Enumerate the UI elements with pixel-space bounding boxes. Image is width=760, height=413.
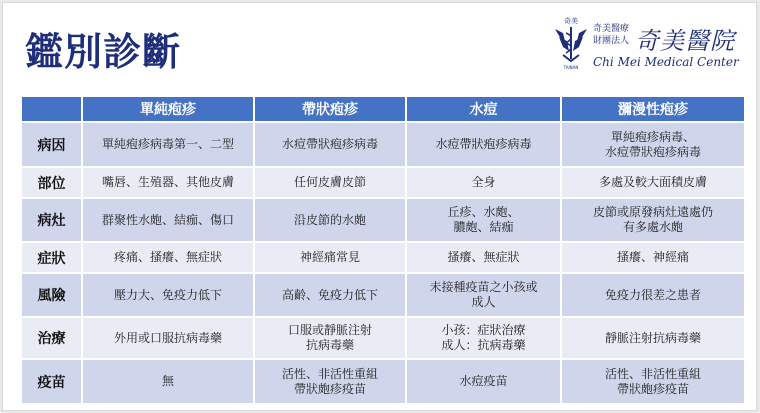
- table-row-vaccine: [22, 359, 745, 404]
- chi-mei-emblem-icon: [551, 15, 591, 73]
- table-cell: 活性、非活性重組 帶狀皰疹疫苗: [561, 359, 745, 404]
- header-zoster: 帶狀疱疹: [254, 97, 406, 122]
- table-cell: 活性、非活性重組 帶狀皰疹疫苗: [254, 359, 406, 404]
- table-cell: 無: [82, 359, 254, 404]
- table-cell: 單純疱疹病毒第一、二型: [82, 122, 254, 167]
- row-label: 病灶: [22, 198, 82, 242]
- table-cell: 全身: [406, 167, 561, 198]
- table-cell: 嘴唇、生殖器、其他皮膚: [82, 167, 254, 198]
- logo-chinese-name: 奇美醫院: [635, 27, 735, 55]
- emblem-subtext: TAINAN: [563, 65, 579, 70]
- table-row-risk: [22, 273, 745, 317]
- table-cell: 口服或靜脈注射 抗病毒藥: [254, 317, 406, 359]
- table-cell: 水痘疫苗: [406, 359, 561, 404]
- table-cell: 神經痛常見: [254, 242, 406, 273]
- row-label: 風險: [22, 273, 82, 317]
- table-cell: 靜脈注射抗病毒藥: [561, 317, 745, 359]
- table-cell: 多處及較大面積皮膚: [561, 167, 745, 198]
- row-label: 疫苗: [22, 359, 82, 404]
- table-cell: 小孩：症狀治療 成人：抗病毒藥: [406, 317, 561, 359]
- page-title: 鑑別診斷: [25, 30, 182, 74]
- header-varicella: 水痘: [406, 97, 561, 122]
- row-label: 治療: [22, 317, 82, 359]
- table-cell: 高齡、免疫力低下: [254, 273, 406, 317]
- table-cell: 水痘帶狀疱疹病毒: [406, 122, 561, 167]
- table-cell: 皮節或原發病灶遠處仍 有多處水皰: [561, 198, 745, 242]
- row-label: 部位: [22, 167, 82, 198]
- table-row-symptom: [22, 242, 745, 273]
- header-disseminated: 瀰漫性疱疹: [561, 97, 745, 122]
- logo-small-text: [593, 23, 633, 47]
- table-cell: 疼痛、搔癢、無症狀: [82, 242, 254, 273]
- table-cell: 群聚性水皰、結痂、傷口: [82, 198, 254, 242]
- table-cell: 丘疹、水皰、 膿皰、結痂: [406, 198, 561, 242]
- table-cell: 外用或口服抗病毒藥: [82, 317, 254, 359]
- table-header-row: [22, 97, 745, 122]
- table-row-site: [22, 167, 745, 198]
- header-corner: [22, 97, 82, 122]
- table-row-treatment: [22, 317, 745, 359]
- hospital-logo: [551, 15, 751, 75]
- emblem-text: 奇美: [564, 17, 578, 25]
- table-cell: 未接種疫苗之小孩或 成人: [406, 273, 561, 317]
- table-cell: 免疫力很差之患者: [561, 273, 745, 317]
- logo-small-line-1: 奇美醫療: [593, 24, 630, 34]
- table-cell: 任何皮膚皮節: [254, 167, 406, 198]
- slide: [2, 2, 757, 411]
- table-cell: 水痘帶狀疱疹病毒: [254, 122, 406, 167]
- differential-diagnosis-table: [22, 97, 746, 405]
- table-row-cause: [22, 122, 745, 167]
- table-cell: 沿皮節的水皰: [254, 198, 406, 242]
- logo-english-name: Chi Mei Medical Center: [593, 55, 739, 69]
- table-cell: 搔癢、神經痛: [561, 242, 745, 273]
- header-hsv: 單純疱疹: [82, 97, 254, 122]
- table-row-lesion: [22, 198, 745, 242]
- table-cell: 壓力大、免疫力低下: [82, 273, 254, 317]
- row-label: 病因: [22, 122, 82, 167]
- table-cell: 搔癢、無症狀: [406, 242, 561, 273]
- row-label: 症狀: [22, 242, 82, 273]
- table-cell: 單純疱疹病毒、 水痘帶狀疱疹病毒: [561, 122, 745, 167]
- logo-small-line-2: 財團法人: [593, 36, 630, 46]
